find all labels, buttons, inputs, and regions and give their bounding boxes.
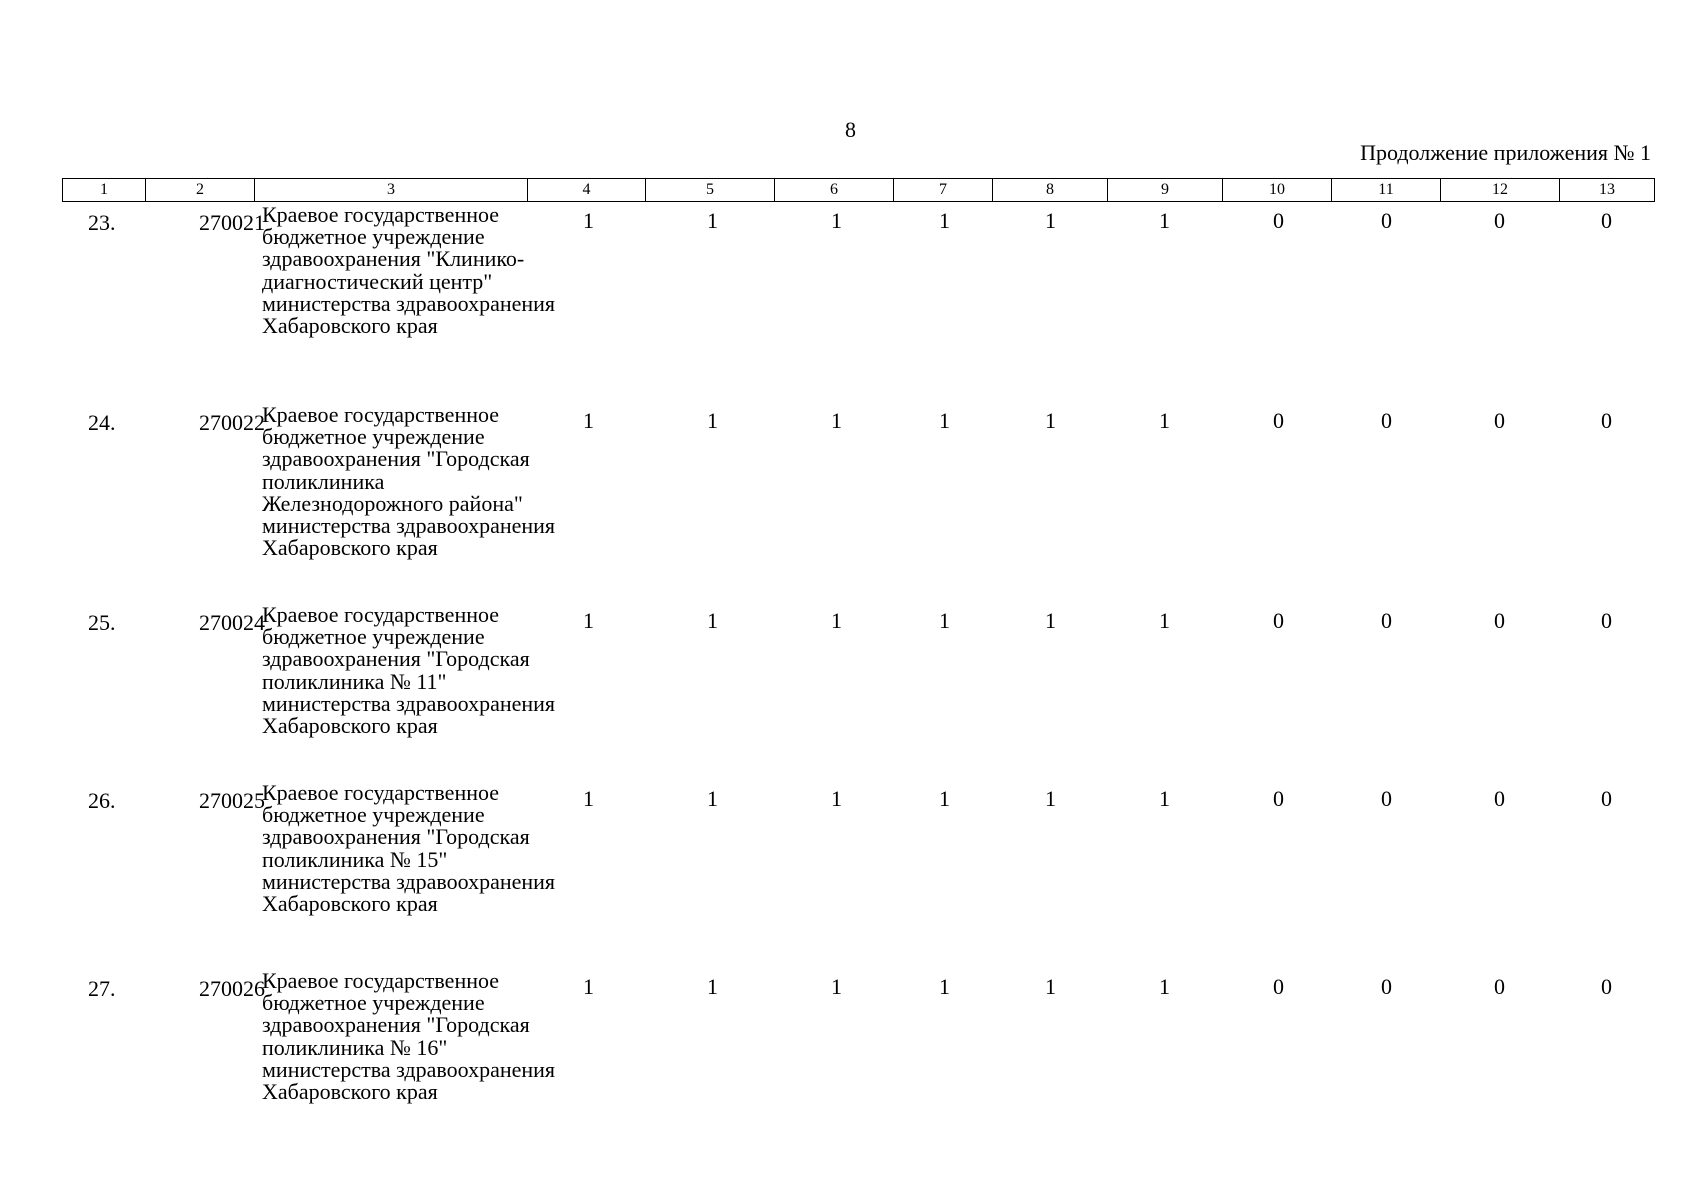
- value-col-6: 1: [831, 408, 842, 433]
- value-col-6: 1: [831, 208, 842, 233]
- continuation-label: Продолжение приложения № 1: [1360, 140, 1651, 165]
- value-col-12: 0: [1494, 974, 1505, 999]
- institution-name: Краевое государственное бюджетное учреждение здравоохранения "Городская поликлиника № 15" министерства здравоохранения Хабаровского края: [262, 780, 556, 917]
- institution-code: 270022: [199, 410, 265, 435]
- row-number: 25.: [88, 610, 116, 635]
- institution-code: 270026: [199, 976, 265, 1001]
- institution-name: Краевое государственное бюджетное учреждение здравоохранения "Клинико-диагностический центр" министерства здравоохранения Хабаровского края: [262, 202, 556, 339]
- value-col-13: 0: [1601, 608, 1612, 633]
- column-header: 12: [1441, 179, 1560, 202]
- value-col-8: 1: [1045, 974, 1056, 999]
- value-col-5: 1: [707, 974, 718, 999]
- value-col-10: 0: [1273, 608, 1284, 633]
- column-header: 5: [646, 179, 775, 202]
- value-col-4: 1: [583, 408, 594, 433]
- value-col-5: 1: [707, 608, 718, 633]
- value-col-4: 1: [583, 208, 594, 233]
- row-number: 27.: [88, 976, 116, 1001]
- value-col-5: 1: [707, 208, 718, 233]
- value-col-9: 1: [1159, 786, 1170, 811]
- value-col-5: 1: [707, 408, 718, 433]
- value-col-11: 0: [1381, 608, 1392, 633]
- value-col-12: 0: [1494, 608, 1505, 633]
- value-col-9: 1: [1159, 208, 1170, 233]
- column-header: 13: [1560, 179, 1655, 202]
- column-header: 8: [993, 179, 1108, 202]
- value-col-11: 0: [1381, 408, 1392, 433]
- value-col-7: 1: [939, 974, 950, 999]
- value-col-4: 1: [583, 786, 594, 811]
- value-col-12: 0: [1494, 408, 1505, 433]
- value-col-8: 1: [1045, 408, 1056, 433]
- institution-name: Краевое государственное бюджетное учреждение здравоохранения "Городская поликлиника № 11" министерства здравоохранения Хабаровского края: [262, 602, 556, 739]
- value-col-9: 1: [1159, 974, 1170, 999]
- column-header: 3: [255, 179, 528, 202]
- value-col-6: 1: [831, 974, 842, 999]
- value-col-10: 0: [1273, 786, 1284, 811]
- column-header: 7: [894, 179, 993, 202]
- value-col-9: 1: [1159, 408, 1170, 433]
- column-header: 10: [1223, 179, 1332, 202]
- value-col-5: 1: [707, 786, 718, 811]
- column-header-table: [62, 178, 1655, 202]
- institution-name: Краевое государственное бюджетное учреждение здравоохранения "Городская поликлиника Железнодорожного района" министерства здравоохранения Хабаровского края: [262, 402, 556, 561]
- value-col-10: 0: [1273, 974, 1284, 999]
- value-col-8: 1: [1045, 208, 1056, 233]
- value-col-6: 1: [831, 608, 842, 633]
- value-col-7: 1: [939, 608, 950, 633]
- value-col-11: 0: [1381, 974, 1392, 999]
- value-col-13: 0: [1601, 974, 1612, 999]
- row-number: 24.: [88, 410, 116, 435]
- value-col-8: 1: [1045, 786, 1056, 811]
- value-col-6: 1: [831, 786, 842, 811]
- institution-code: 270021: [199, 210, 265, 235]
- column-header-row: [63, 179, 1655, 202]
- value-col-10: 0: [1273, 208, 1284, 233]
- institution-code: 270024: [199, 610, 265, 635]
- value-col-7: 1: [939, 408, 950, 433]
- column-header: 4: [528, 179, 646, 202]
- column-header: 11: [1332, 179, 1441, 202]
- value-col-11: 0: [1381, 208, 1392, 233]
- value-col-7: 1: [939, 208, 950, 233]
- column-header: 6: [775, 179, 894, 202]
- value-col-13: 0: [1601, 208, 1612, 233]
- value-col-13: 0: [1601, 786, 1612, 811]
- institution-code: 270025: [199, 788, 265, 813]
- row-number: 23.: [88, 210, 116, 235]
- row-number: 26.: [88, 788, 116, 813]
- value-col-4: 1: [583, 608, 594, 633]
- value-col-12: 0: [1494, 208, 1505, 233]
- value-col-10: 0: [1273, 408, 1284, 433]
- column-header: 9: [1108, 179, 1223, 202]
- column-header: 2: [146, 179, 255, 202]
- value-col-4: 1: [583, 974, 594, 999]
- value-col-11: 0: [1381, 786, 1392, 811]
- column-header: 1: [63, 179, 146, 202]
- value-col-13: 0: [1601, 408, 1612, 433]
- institution-name: Краевое государственное бюджетное учреждение здравоохранения "Городская поликлиника № 16" министерства здравоохранения Хабаровского края: [262, 968, 556, 1105]
- value-col-8: 1: [1045, 608, 1056, 633]
- value-col-7: 1: [939, 786, 950, 811]
- value-col-12: 0: [1494, 786, 1505, 811]
- value-col-9: 1: [1159, 608, 1170, 633]
- page-number: 8: [845, 117, 856, 142]
